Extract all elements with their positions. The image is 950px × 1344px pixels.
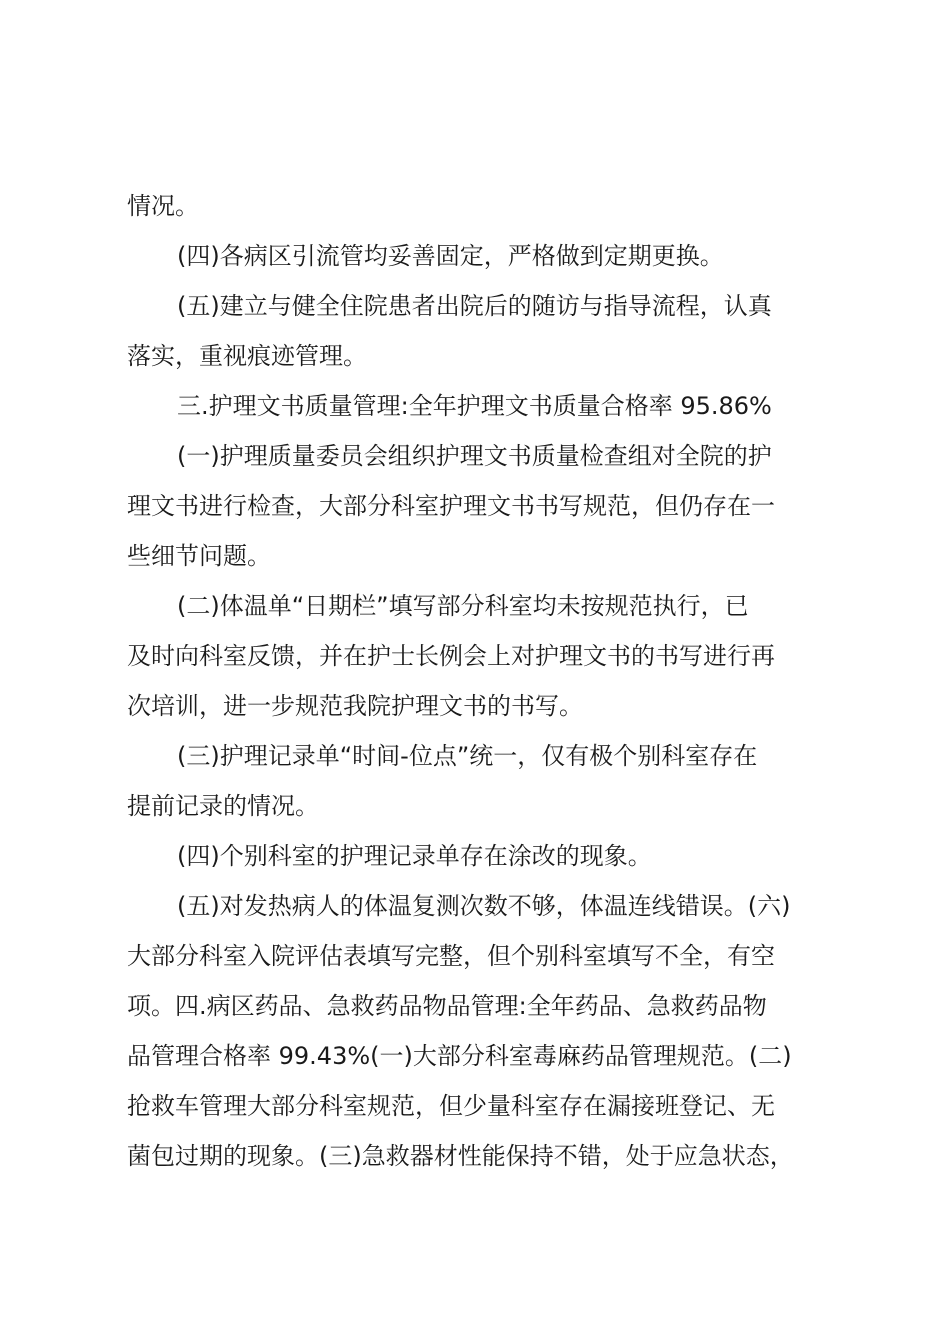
text-line: (四)个别科室的护理记录单存在涂改的现象。 <box>177 842 652 870</box>
text-line: 提前记录的情况。 <box>127 792 319 820</box>
text-line: (一)护理质量委员会组织护理文书质量检查组对全院的护 <box>177 442 772 470</box>
text-line: (三)护理记录单“时间-位点”统一，仅有极个别科室存在 <box>177 742 758 770</box>
text-line: (二)体温单“日期栏”填写部分科室均未按规范执行，已 <box>177 592 749 620</box>
text-line: 及时向科室反馈，并在护士长例会上对护理文书的书写进行再 <box>127 642 775 670</box>
text-line: 情况。 <box>127 192 199 220</box>
document-body <box>127 181 857 1181</box>
text-line: 落实，重视痕迹管理。 <box>127 342 367 370</box>
text-line: (四)各病区引流管均妥善固定，严格做到定期更换。 <box>177 242 724 270</box>
text-line: 些细节问题。 <box>127 542 271 570</box>
text-line: 品管理合格率 99.43%(一)大部分科室毒麻药品管理规范。(二) <box>127 1042 792 1070</box>
section-heading: 三.护理文书质量管理:全年护理文书质量合格率 95.86% <box>177 392 772 420</box>
text-line: 菌包过期的现象。(三)急救器材性能保持不错，处于应急状态， <box>127 1142 794 1170</box>
text-line: 理文书进行检查，大部分科室护理文书书写规范，但仍存在一 <box>127 492 775 520</box>
text-line: 大部分科室入院评估表填写完整，但个别科室填写不全，有空 <box>127 942 775 970</box>
text-line: (五)对发热病人的体温复测次数不够，体温连线错误。(六) <box>177 892 791 920</box>
text-line: (五)建立与健全住院患者出院后的随访与指导流程，认真 <box>177 292 772 320</box>
text-line: 抢救车管理大部分科室规范，但少量科室存在漏接班登记、无 <box>127 1092 775 1120</box>
text-line: 次培训，进一步规范我院护理文书的书写。 <box>127 692 583 720</box>
text-line: 项。四.病区药品、急救药品物品管理:全年药品、急救药品物 <box>127 992 767 1020</box>
